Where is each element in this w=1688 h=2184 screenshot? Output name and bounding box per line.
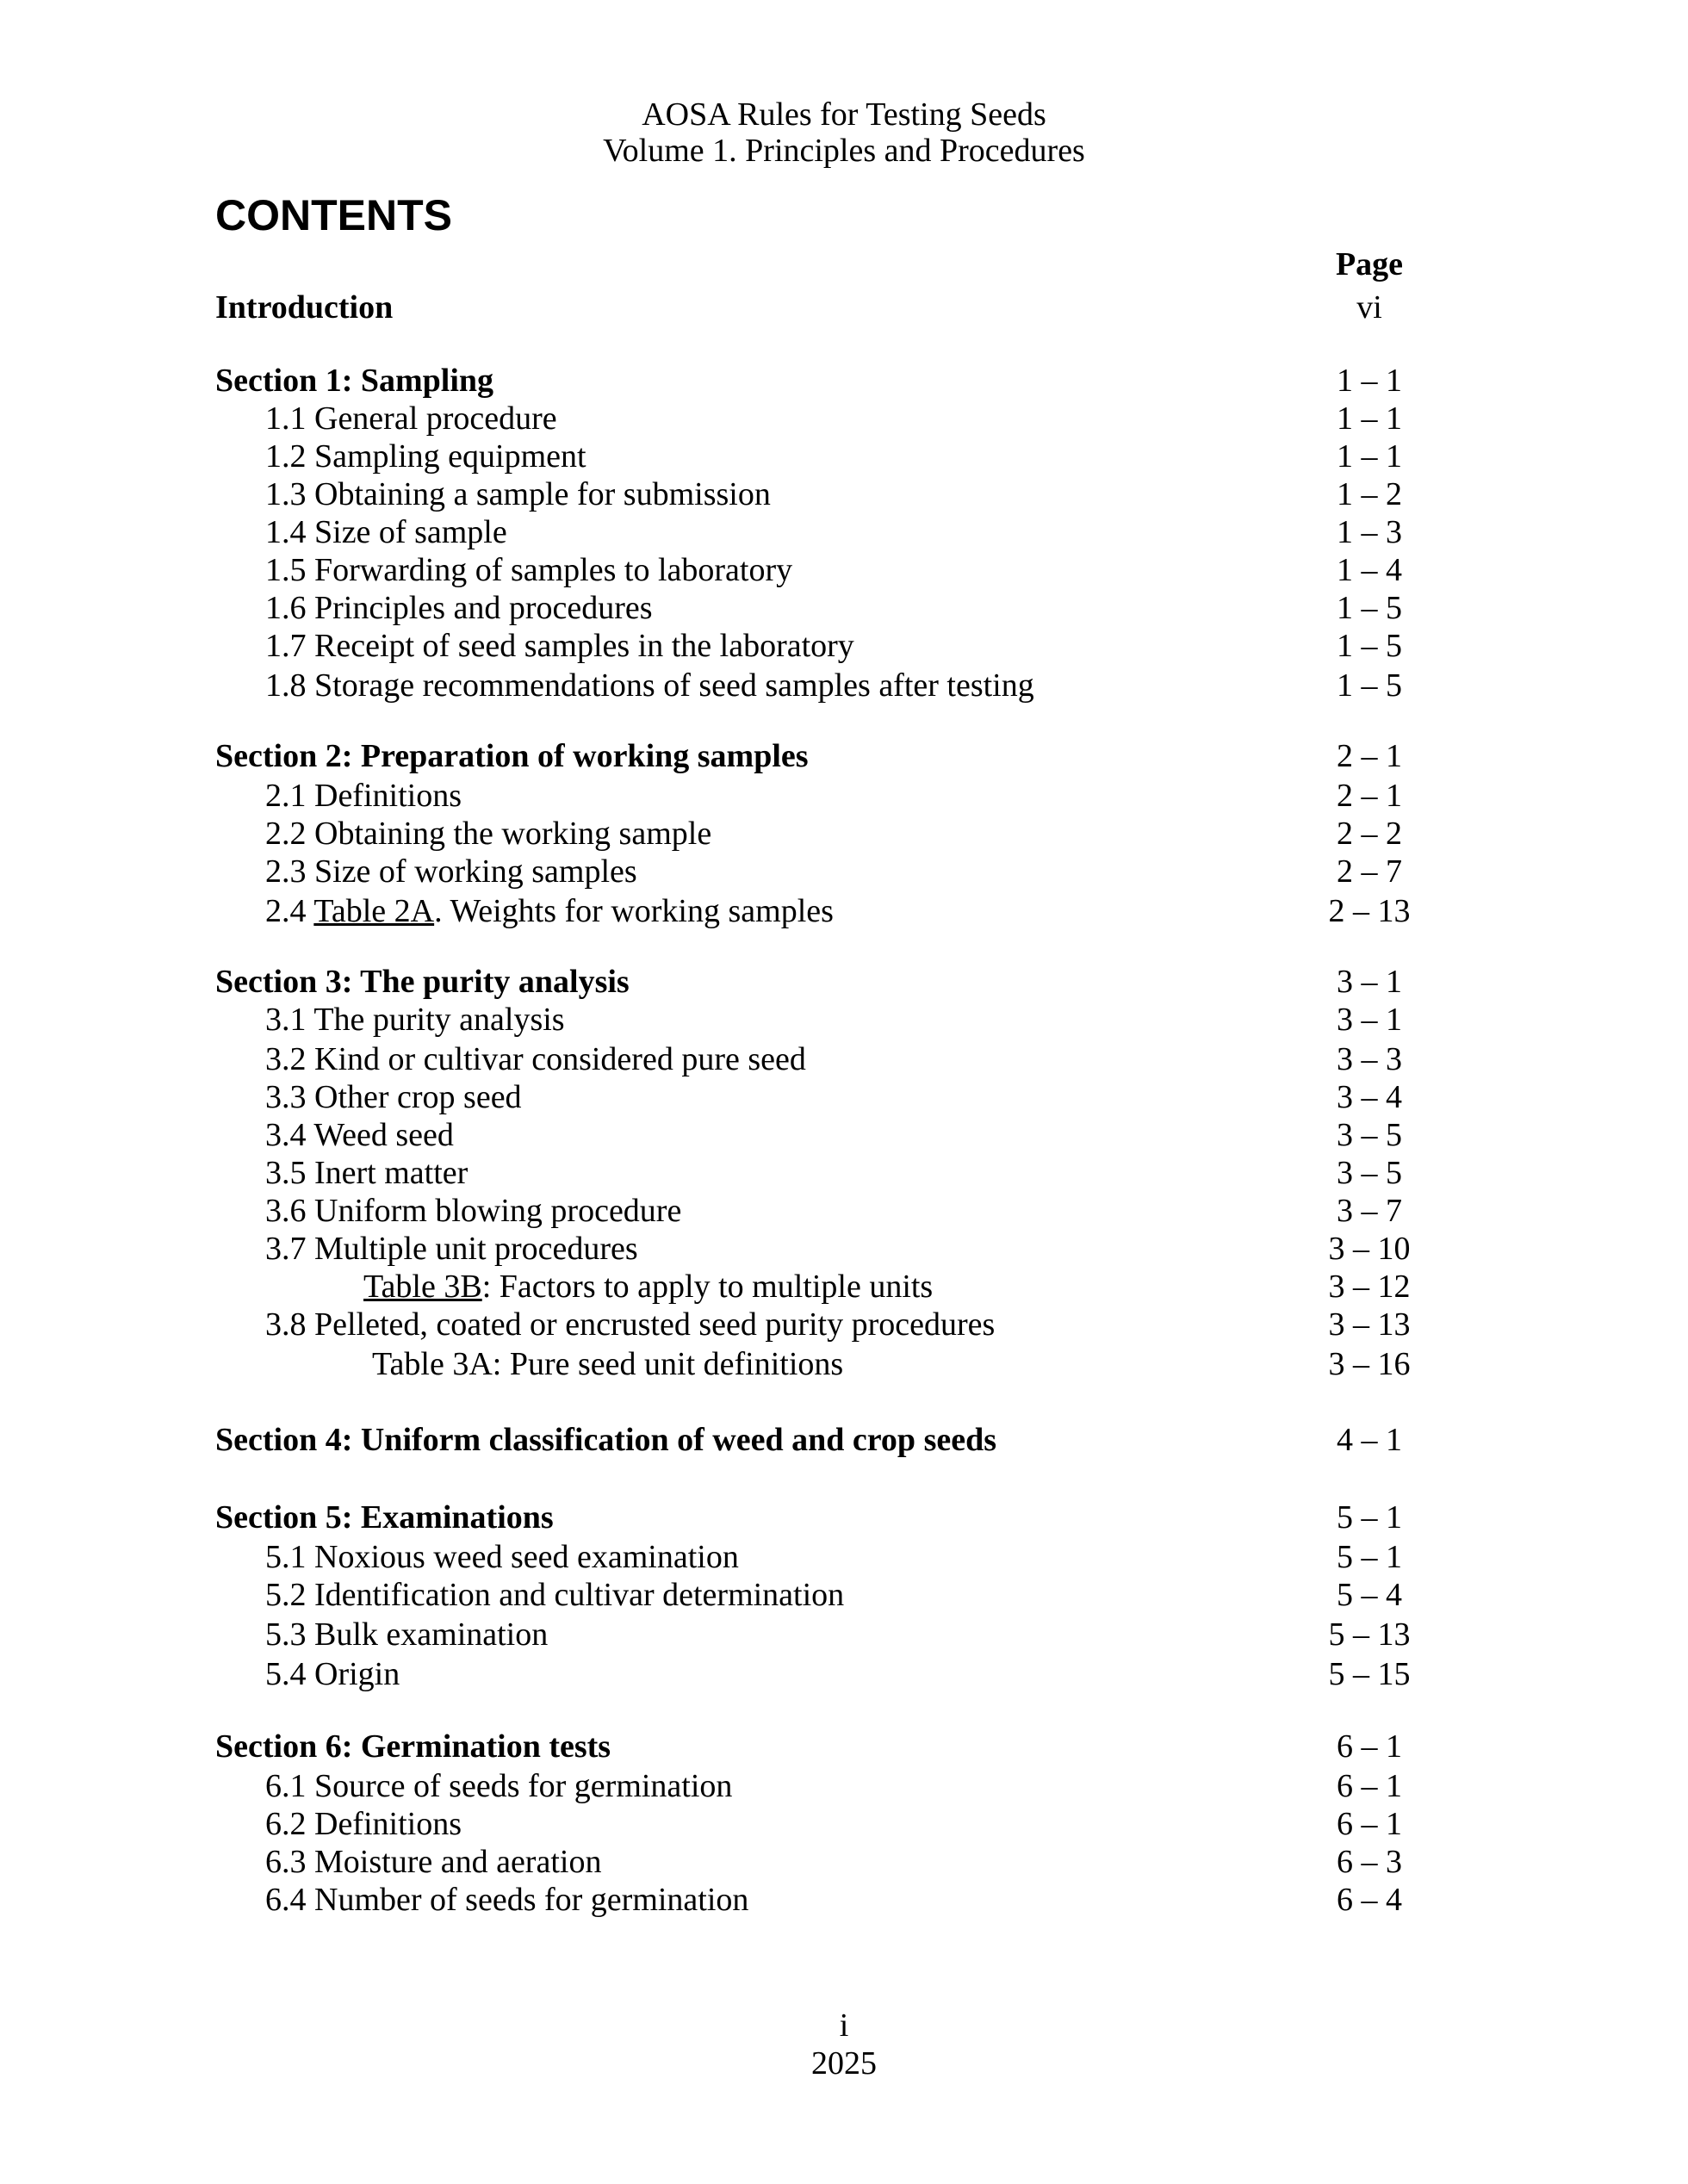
toc-page-number: 6 – 1 <box>1337 1728 1402 1765</box>
toc-page-number: 1 – 4 <box>1337 552 1402 588</box>
toc-page-number: 3 – 3 <box>1337 1041 1402 1077</box>
toc-page-number: 1 – 5 <box>1337 590 1402 626</box>
toc-entry-row <box>215 667 1464 704</box>
header-subtitle: Volume 1. Principles and Procedures <box>603 133 1085 169</box>
toc-entry-row <box>215 777 1464 815</box>
toc-page-number: 3 – 5 <box>1337 1155 1402 1191</box>
header-title: AOSA Rules for Testing Seeds <box>642 96 1046 133</box>
toc-entry-title: Section 1: Sampling <box>215 363 494 399</box>
toc-page-number: 3 – 10 <box>1328 1231 1411 1267</box>
toc-entry-title <box>363 1268 933 1306</box>
toc-entry-row <box>215 589 1464 627</box>
toc-page-number: 3 – 16 <box>1328 1346 1411 1382</box>
toc-entry-row <box>215 627 1464 665</box>
toc-section-row <box>215 963 1464 1001</box>
footer-year: 2025 <box>811 2045 877 2082</box>
toc-entry-row <box>215 1881 1464 1919</box>
toc-entry-title: 1.7 Receipt of seed samples in the laboratory <box>265 628 854 664</box>
toc-entry-row <box>215 1192 1464 1230</box>
toc-entry-title: 6.2 Definitions <box>265 1806 462 1842</box>
toc-table-link[interactable]: Table 3B <box>363 1269 482 1305</box>
toc-entry-row <box>215 400 1464 437</box>
toc-entry-title: 1.1 General procedure <box>265 400 557 437</box>
toc-page-number: 1 – 1 <box>1337 400 1402 437</box>
toc-page-number: 4 – 1 <box>1337 1422 1402 1458</box>
toc-entry-title: 5.3 Bulk examination <box>265 1616 549 1653</box>
toc-entry-row <box>215 1345 1464 1383</box>
toc-entry-row <box>215 1154 1464 1192</box>
toc-page-number: 5 – 1 <box>1337 1539 1402 1575</box>
toc-entry-title: Section 6: Germination tests <box>215 1728 611 1765</box>
toc-page-number: 1 – 2 <box>1337 476 1402 512</box>
toc-entry-row <box>215 1040 1464 1078</box>
page-footer <box>0 2007 1688 2082</box>
toc-entry-row <box>215 1116 1464 1154</box>
toc-entry-title <box>265 892 834 930</box>
toc-table-link[interactable]: Table 2A <box>313 893 435 929</box>
toc-entry-title: 5.1 Noxious weed seed examination <box>265 1539 739 1575</box>
toc-entry-title: 1.4 Size of sample <box>265 514 507 550</box>
toc-entry-row <box>215 513 1464 551</box>
toc-entry-row <box>215 475 1464 513</box>
toc-entry-title: 1.2 Sampling equipment <box>265 438 586 475</box>
toc-page-number: 3 – 4 <box>1337 1079 1402 1115</box>
toc-section-row <box>215 289 1464 326</box>
toc-page-number: 3 – 13 <box>1328 1306 1411 1343</box>
toc-entry-title: 6.1 Source of seeds for germination <box>265 1768 733 1804</box>
toc-entry-row <box>215 1767 1464 1805</box>
toc-section-row <box>215 1728 1464 1765</box>
toc-entry-title: 3.8 Pelleted, coated or encrusted seed purity procedures <box>265 1306 996 1343</box>
toc-entry-title: 5.2 Identification and cultivar determination <box>265 1577 845 1613</box>
toc-entry-title: 2.1 Definitions <box>265 778 462 814</box>
toc-section-row <box>215 362 1464 400</box>
toc-entry-title: 1.5 Forwarding of samples to laboratory <box>265 552 793 588</box>
toc-entry-title: 2.3 Size of working samples <box>265 853 637 890</box>
toc-page-number: 3 – 7 <box>1337 1193 1402 1229</box>
toc-page-number: 1 – 1 <box>1337 363 1402 399</box>
toc-entry-title: 3.2 Kind or cultivar considered pure seed <box>265 1041 806 1077</box>
toc-entry-title: 5.4 Origin <box>265 1656 400 1692</box>
toc-page-number: 5 – 1 <box>1337 1499 1402 1536</box>
toc-page-number: 1 – 1 <box>1337 438 1402 475</box>
toc-page-number: 5 – 13 <box>1328 1616 1411 1653</box>
toc-entry-title: 3.6 Uniform blowing procedure <box>265 1193 682 1229</box>
toc-entry-row <box>215 815 1464 853</box>
toc-entry-row <box>215 892 1464 930</box>
toc-page-number: 5 – 15 <box>1328 1656 1411 1692</box>
toc-page-number: vi <box>1356 289 1382 326</box>
toc-entry-title: 1.8 Storage recommendations of seed samples after testing <box>265 667 1034 704</box>
toc-page-number: 6 – 4 <box>1337 1882 1402 1918</box>
contents-heading: CONTENTS <box>215 191 452 239</box>
page-column-label: Page <box>1335 246 1404 282</box>
toc-entry-row <box>215 1616 1464 1654</box>
toc-entry-title: 3.3 Other crop seed <box>265 1079 522 1115</box>
toc-entry-text: : Factors to apply to multiple units <box>481 1269 934 1305</box>
toc-entry-row <box>215 551 1464 589</box>
toc-entry-title: Section 3: The purity analysis <box>215 964 630 1000</box>
toc-page-number: 5 – 4 <box>1337 1577 1402 1613</box>
toc-page-number: 3 – 1 <box>1337 1002 1402 1038</box>
toc-section-row <box>215 737 1464 775</box>
toc-entry-title: 3.7 Multiple unit procedures <box>265 1231 638 1267</box>
toc-page-number: 1 – 5 <box>1337 628 1402 664</box>
toc-entry-row <box>215 1805 1464 1843</box>
toc-entry-title: 6.4 Number of seeds for germination <box>265 1882 749 1918</box>
toc-entry-title: 3.1 The purity analysis <box>265 1002 565 1038</box>
toc-entry-title: 3.5 Inert matter <box>265 1155 469 1191</box>
toc-entry-row <box>215 1538 1464 1576</box>
toc-entry-title: Table 3A: Pure seed unit definitions <box>372 1346 844 1382</box>
toc-page-number: 3 – 12 <box>1328 1269 1411 1305</box>
toc-entry-title: 3.4 Weed seed <box>265 1117 454 1153</box>
toc-page-number: 2 – 7 <box>1337 853 1402 890</box>
toc-page-number: 1 – 3 <box>1337 514 1402 550</box>
toc-entry-text: . Weights for working samples <box>434 893 834 929</box>
toc-entry-title: Section 2: Preparation of working samples <box>215 738 809 774</box>
toc-entry-title: Section 4: Uniform classification of weed and crop seeds <box>215 1422 997 1458</box>
toc-entry-number: 2.4 <box>265 893 314 929</box>
toc-page-number: 6 – 1 <box>1337 1768 1402 1804</box>
toc-section-row <box>215 1421 1464 1459</box>
toc-page-number: 3 – 1 <box>1337 964 1402 1000</box>
toc-entry-row <box>215 1843 1464 1881</box>
toc-entry-row <box>215 1078 1464 1116</box>
toc-entry-title: 2.2 Obtaining the working sample <box>265 816 712 852</box>
toc-entry-row <box>215 1655 1464 1693</box>
toc-entry-title: 6.3 Moisture and aeration <box>265 1844 602 1880</box>
toc-page-number: 3 – 5 <box>1337 1117 1402 1153</box>
toc-section-row <box>215 1498 1464 1536</box>
toc-entry-title: 1.6 Principles and procedures <box>265 590 653 626</box>
toc-entry-title: 1.3 Obtaining a sample for submission <box>265 476 771 512</box>
toc-page-number: 6 – 3 <box>1337 1844 1402 1880</box>
toc-entry-row <box>215 437 1464 475</box>
toc-entry-title: Introduction <box>215 289 394 326</box>
toc-page-number: 2 – 2 <box>1337 816 1402 852</box>
toc-entry-row <box>215 1306 1464 1343</box>
toc-entry-title: Section 5: Examinations <box>215 1499 554 1536</box>
footer-page-number: i <box>839 2007 849 2044</box>
toc-page-number: 2 – 1 <box>1337 738 1402 774</box>
toc-entry-row <box>215 853 1464 890</box>
toc-page-number: 2 – 13 <box>1328 893 1411 929</box>
toc-entry-row <box>215 1230 1464 1268</box>
toc-entry-row <box>215 1001 1464 1039</box>
toc-entry-row <box>215 1268 1464 1306</box>
toc-page-number: 6 – 1 <box>1337 1806 1402 1842</box>
toc-page-number: 2 – 1 <box>1337 778 1402 814</box>
toc-entry-row <box>215 1576 1464 1614</box>
toc-page-number: 1 – 5 <box>1337 667 1402 704</box>
